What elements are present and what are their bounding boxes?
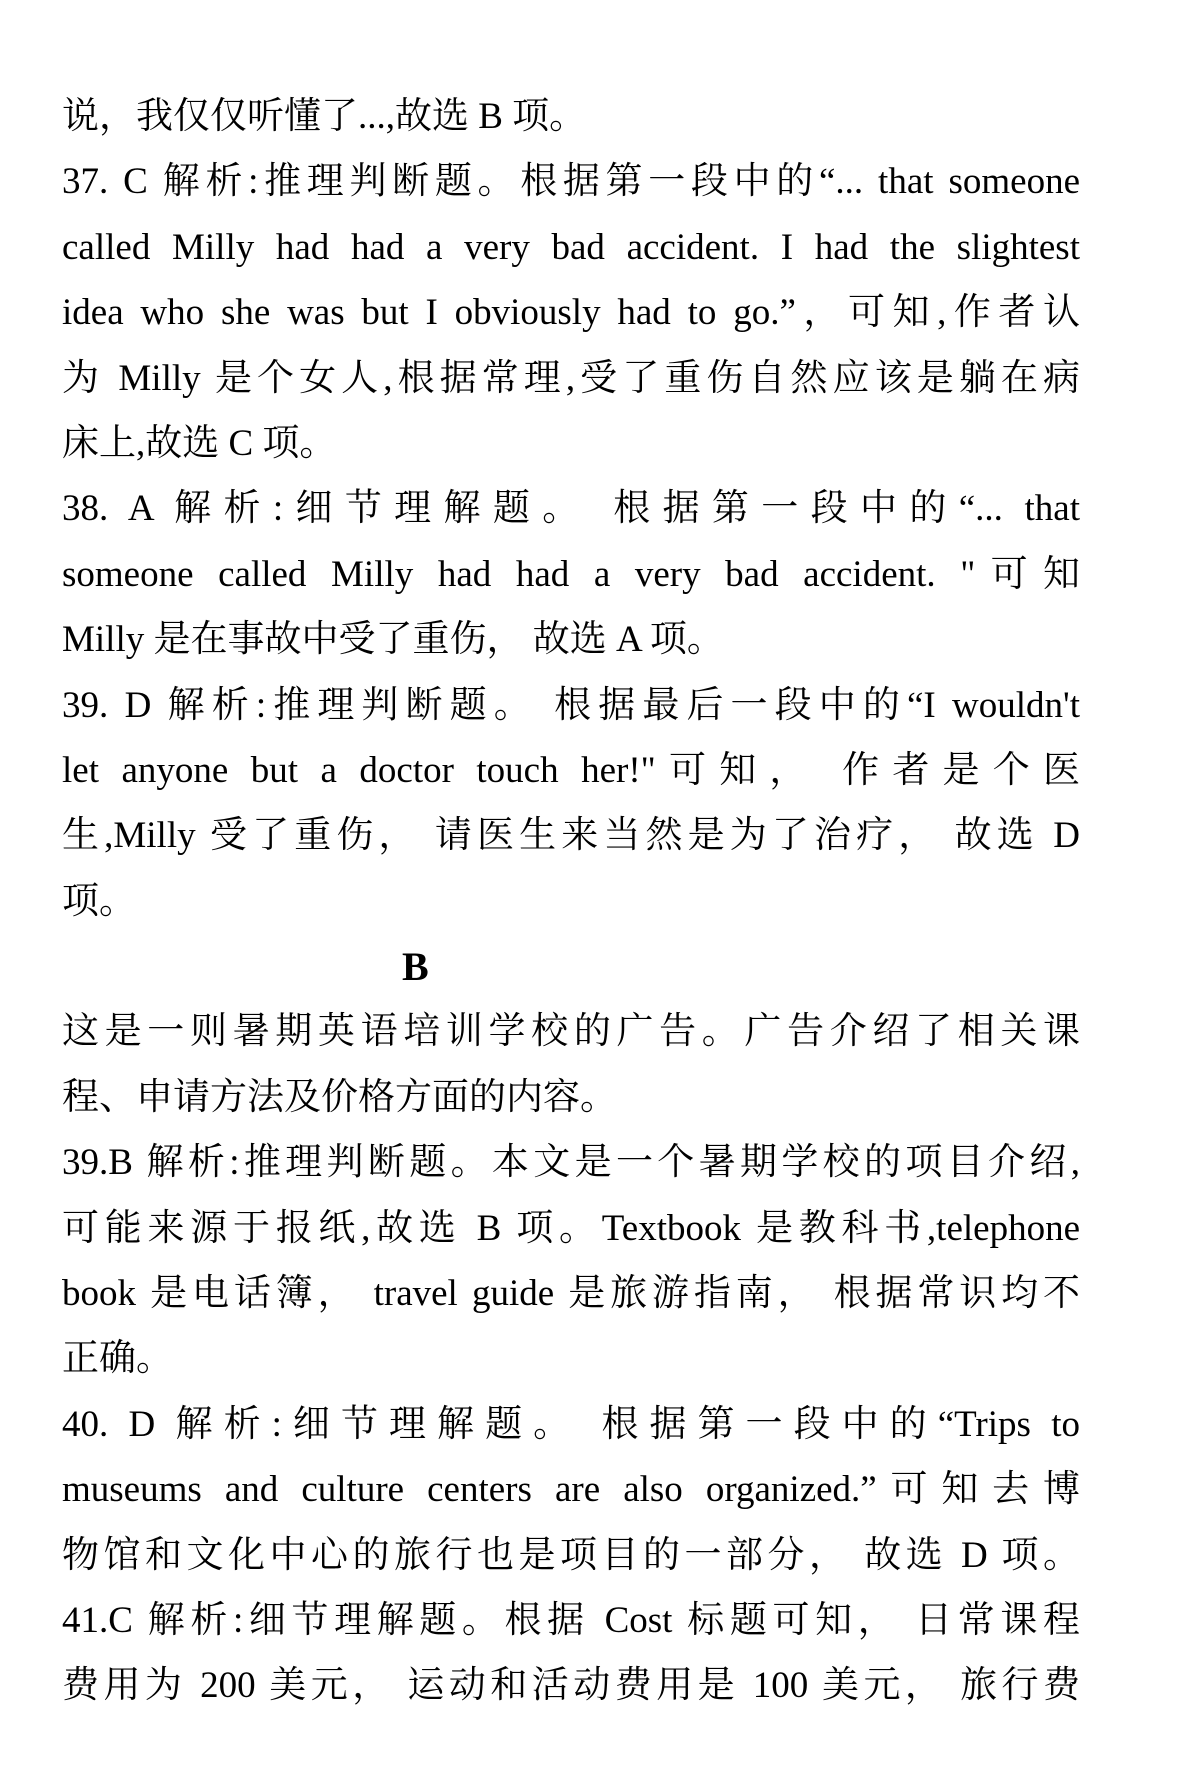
text-line: called Milly had had a very bad accident. I had the slightest <box>62 226 1080 268</box>
text-line: 为 Milly 是个女人,根据常理,受了重伤自然应该是躺在病 <box>62 357 1080 399</box>
text-line: 物馆和文化中心的旅行也是项目的一部分， 故选 D 项。 <box>62 1534 1080 1576</box>
text-line: 这是一则暑期英语培训学校的广告。广告介绍了相关课 <box>62 1011 1080 1053</box>
section-heading-b: B <box>402 944 429 990</box>
text-line: 程、申请方法及价格方面的内容。 <box>62 1076 617 1118</box>
text-line: 正确。 <box>62 1338 173 1380</box>
text-line: 37. C 解析:推理判断题。根据第一段中的“... that someone <box>62 161 1080 203</box>
text-line: 39. D 解析:推理判断题。 根据最后一段中的“I wouldn't <box>62 684 1080 726</box>
text-line: book 是电话簿， travel guide 是旅游指南， 根据常识均不 <box>62 1273 1080 1315</box>
text-line: 可能来源于报纸,故选 B 项。Textbook 是教科书,telephone <box>62 1207 1080 1249</box>
text-line: museums and culture centers are also organized.”可知去博 <box>62 1469 1080 1511</box>
text-line: idea who she was but I obviously had to go.”，可知,作者认 <box>62 292 1080 334</box>
answer-key-text-block <box>62 84 1080 1719</box>
text-line: 生,Milly 受了重伤， 请医生来当然是为了治疗， 故选 D <box>62 815 1080 857</box>
text-line: 40. D 解析:细节理解题。 根据第一段中的“Trips to <box>62 1403 1080 1445</box>
text-line: 费用为 200 美元， 运动和活动费用是 100 美元， 旅行费 <box>62 1665 1080 1707</box>
text-line: 说，我仅仅听懂了...,故选 B 项。 <box>62 96 587 137</box>
text-line: 项。 <box>62 880 136 922</box>
text-line: someone called Milly had had a very bad accident. "可知 <box>62 553 1080 595</box>
text-line: 41.C 解析:细节理解题。根据 Cost 标题可知， 日常课程 <box>62 1599 1080 1641</box>
text-line: let anyone but a doctor touch her!"可知， 作者是个医 <box>62 749 1080 791</box>
text-line: 39.B 解析:推理判断题。本文是一个暑期学校的项目介绍, <box>62 1142 1080 1184</box>
text-line: 床上,故选 C 项。 <box>62 422 337 464</box>
text-line: 38. A 解析:细节理解题。 根据第一段中的“... that <box>62 488 1080 530</box>
text-line: Milly 是在事故中受了重伤， 故选 A 项。 <box>62 619 724 661</box>
